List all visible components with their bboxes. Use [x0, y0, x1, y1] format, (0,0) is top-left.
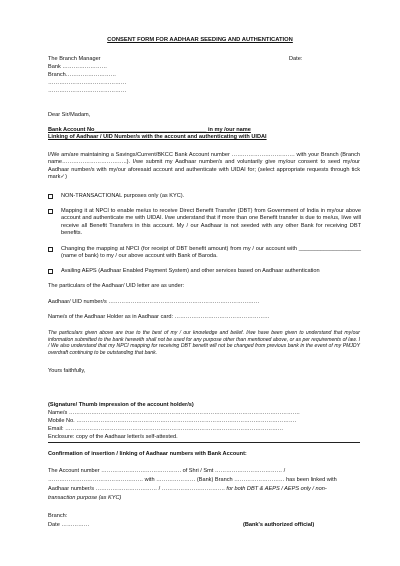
address-blank-line: ……………………………………: [48, 80, 127, 86]
salutation: Dear Sir/Madam,: [48, 112, 91, 118]
account-heading: Bank Account No____________________________________ in my /our name: [48, 127, 251, 133]
email-line: Email: ………………………………………………………………………………………………………: [48, 426, 284, 432]
option-non-transactional: [48, 193, 361, 200]
aadhaar-number-line: Aadhaar/ UID number/s ………………………………………………………………………: [48, 299, 260, 305]
address-blank-line: ……………………………………: [48, 88, 127, 94]
enclosure-note: Enclosure: copy of the Aadhaar letter/s self-attested.: [48, 434, 178, 440]
signature-heading: (Signature/ Thumb impression of the account holder/s): [48, 402, 194, 408]
divider: [48, 442, 360, 443]
branch-label: Branch:: [48, 513, 68, 519]
option-change-mapping: [48, 246, 361, 261]
authorized-official: (Bank's authorized official): [243, 522, 315, 528]
bank-line: Bank ……………………: [48, 64, 108, 70]
date-label: Date:: [289, 56, 303, 62]
confirm-line: transaction purpose (as KYC): [48, 495, 122, 501]
mobile-line: Mobile No. ……………………………………………………………………………………………………….: [48, 418, 297, 424]
declaration-note: The particulars given above are true to the best of my / our knowledge and belief. I/we have been given to understand that my/our information submitted to the bank herewith shall not be used for any purpose other than mentioned above, or as per requirements of law. I / We also understand that my NPCI mapping for receiving DBT benefit will not be changed from previous bank in the event of my PMJDY overdraft continuing to be outstanding that bank.: [48, 330, 360, 356]
checkbox[interactable]: [48, 269, 53, 274]
holder-name-line: Name/s …………………………………………………………………………………………………………….: [48, 410, 300, 416]
option-label: NON-TRANSACTIONAL purposes only (as KYC).: [61, 193, 185, 199]
confirm-line: The Account number ……………………………………. of Shri / Smt ……………………………… /: [48, 468, 286, 474]
form-title: CONSENT FORM FOR AADHAAR SEEDING AND AUTHENTICATION: [107, 37, 293, 43]
option-dbt-mapping: [48, 208, 361, 238]
aadhaar-holder-name-line: Name/s of the Aadhaar Holder as in Aadhaar card: ……………………………………………: [48, 314, 270, 320]
option-label: Mapping it at NPCI to enable me/us to receive Direct Benefit Transfer (DBT) from Government of India in my/our above account and authenticate me with UIDAI. I/we understand that if more than one Benefit transfer is due to me/us, I/we will receive all Benefit Transfers in this account. My / our Aadhaar is not seeded with any other Bank for receiving DBT benefits.: [61, 208, 361, 237]
option-aeps: [48, 268, 361, 275]
addressee: The Branch Manager: [48, 56, 101, 62]
checkbox[interactable]: [48, 247, 53, 252]
footer-date: Date ……………: [48, 522, 90, 528]
confirm-purpose: for both DBT & AEPS / AEPS only / non-: [224, 486, 327, 492]
branch-line: Branch………………………: [48, 72, 117, 78]
particulars-intro: The particulars of the Aadhaar/ UID letter are as under:: [48, 283, 185, 289]
option-label: Changing the mapping at NPCI (for receipt of DBT benefit amount) from my / our account with ____________________ (name of bank) to my / our above account with Bank of Baroda.: [61, 246, 361, 260]
linking-heading: Linking of Aadhaar / UID Number/s with the account and authenticating with UIDAI: [48, 134, 267, 140]
option-label: Availing AEPS (Aadhaar Enabled Payment System) and other services based on Aadhaar authentication: [61, 268, 320, 274]
confirm-line: …………………………………………… with ………………… (Bank) Branch ……………………… has been linked with: [48, 477, 337, 483]
closing: Yours faithfully,: [48, 368, 86, 374]
checkbox[interactable]: [48, 209, 53, 214]
confirmation-heading: Confirmation of insertion / linking of Aadhaar numbers with Bank Account:: [48, 451, 247, 457]
confirm-aadhaar-numbers: Aadhaar number/s …………………………… / …………………………….: [48, 486, 225, 492]
intro-paragraph: I/We am/are maintaining a Savings/Current/BKCC Bank Account number ……………………………. with your Branch (Branch name……………………………..). I/we submit my Aadhaar number/s and voluntarily give my/our consent to seed my/our Aadhaar number/s with my/our aforesaid account and authenticate with UIDAI for; (select appropriate requests through tick mark✓): [48, 152, 360, 181]
checkbox[interactable]: [48, 194, 53, 199]
confirm-line: [48, 486, 327, 493]
